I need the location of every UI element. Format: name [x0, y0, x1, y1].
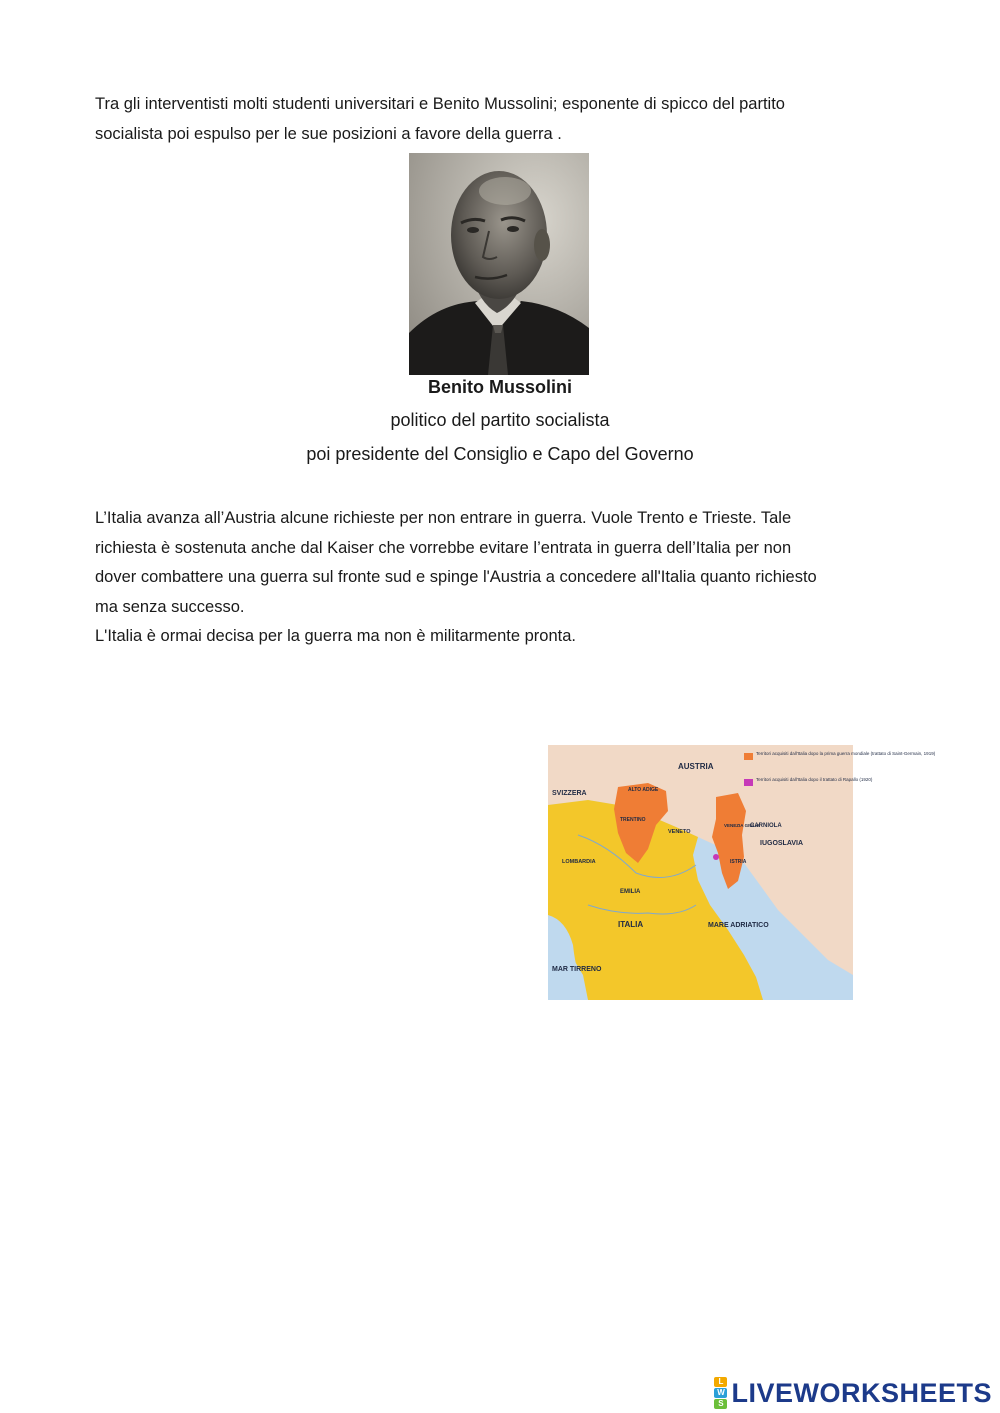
map-label-istria: ISTRIA — [730, 859, 747, 865]
portrait-caption-role: politico del partito socialista — [390, 410, 610, 430]
map-legend-rapallo: Territori acquisiti dall'Italia dopo il trattato di Rapallo (1920) — [756, 777, 873, 782]
body-line: L’Italia avanza all’Austria alcune richieste per non entrare in guerra. Vuole Trento e Trieste. Tale — [95, 509, 792, 527]
body-line: ma senza successo. — [95, 597, 245, 616]
map-label-mare-adriatico: MARE ADRIATICO — [708, 922, 769, 929]
body-line: L'Italia è ormai decisa per la guerra ma non è militarmente pronta. — [95, 627, 576, 645]
portrait-caption-name: Benito Mussolini — [428, 377, 572, 397]
map-rapallo-zara — [713, 854, 719, 860]
liveworksheets-logo — [714, 1376, 992, 1410]
map-legend-swatch-rapallo — [744, 779, 753, 786]
map-label-austria: AUSTRIA — [678, 762, 714, 771]
map-legend-acquired: Territori acquisiti dall'Italia dopo la prima guerra mondiale (trattato di Saint-Germain, 1919) — [756, 751, 936, 756]
map-label-veneto: VENETO — [668, 829, 691, 835]
body-paragraph — [95, 504, 925, 652]
map-label-carniola: CARNIOLA — [750, 823, 782, 829]
map-label-mar-tirreno: MAR TIRRENO — [552, 966, 602, 973]
map-label-italia: ITALIA — [618, 920, 644, 929]
map-label-jugoslavia: IUGOSLAVIA — [760, 840, 804, 847]
intro-paragraph — [95, 90, 915, 149]
portrait-illustration — [409, 153, 589, 375]
map-label-emilia: EMILIA — [620, 889, 641, 895]
mussolini-portrait-photo — [409, 153, 589, 375]
portrait-caption-role-later: poi presidente del Consiglio e Capo del Governo — [306, 444, 694, 464]
map-label-lombardia: LOMBARDIA — [562, 859, 596, 865]
body-line: dover combattere una guerra sul fronte sud e spinge l'Austria a concedere all'Italia quanto richiesto — [95, 568, 817, 586]
map-illustration — [548, 745, 936, 1000]
liveworksheets-mark-icon: L W S — [714, 1377, 727, 1409]
intro-line: socialista poi espulso per le sue posizioni a favore della guerra . — [95, 124, 562, 143]
map-italy-territories — [548, 745, 936, 1000]
map-label-alto-adige: ALTO ADIGE — [628, 787, 659, 793]
intro-line: Tra gli interventisti molti studenti universitari e Benito Mussolini; esponente di spicco del partito — [95, 95, 785, 113]
map-label-venezia-giulia: VENEZIA GIULIA — [724, 823, 760, 828]
map-label-svizzera: SVIZZERA — [552, 790, 587, 797]
map-legend-swatch-acquired — [744, 753, 753, 760]
map-label-trentino: TRENTINO — [620, 817, 646, 823]
liveworksheets-wordmark: LIVEWORKSHEETS — [731, 1377, 992, 1408]
body-line: richiesta è sostenuta anche dal Kaiser che vorrebbe evitare l’entrata in guerra dell’Italia per non — [95, 538, 792, 557]
